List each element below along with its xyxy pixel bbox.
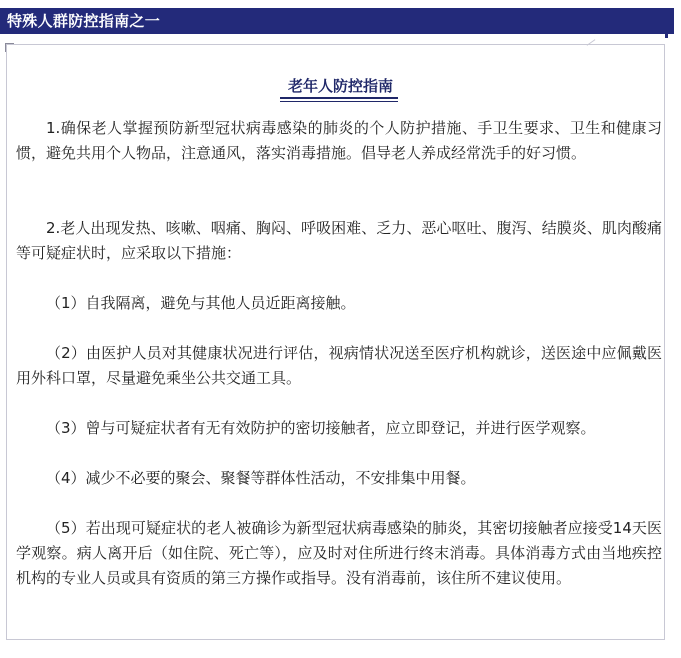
title-underline-thin (280, 101, 398, 102)
corner-decoration-left (5, 43, 14, 52)
paragraph-7: （5）若出现可疑症状的老人被确诊为新型冠状病毒感染的肺炎，其密切接触者应接受14天医学观察。病人离开后（如住院、死亡等），应及时对住所进行终末消毒。具体消毒方式由当地疾控机构的专业人员或具有资质的第三方操作或指导。没有消毒前，该住所不建议使用。 (16, 519, 662, 587)
paragraph-5: （3）曾与可疑症状者有无有效防护的密切接触者，应立即登记，并进行医学观察。 (46, 419, 596, 437)
title-underline (280, 97, 398, 99)
paragraph-6: （4）减少不必要的聚会、聚餐等群体性活动，不安排集中用餐。 (46, 469, 476, 487)
section-header-title: 特殊人群防控指南之一 (7, 12, 161, 30)
document-title: 老年人防控指南 (287, 77, 393, 95)
paragraph-1: 1.确保老人掌握预防新型冠状病毒感染的肺炎的个人防护措施、手卫生要求、卫生和健康习惯，避免共用个人物品，注意通风，落实消毒措施。倡导老人养成经常洗手的好习惯。 (16, 119, 662, 162)
paragraph-2: 2.老人出现发热、咳嗽、咽痛、胸闷、呼吸困难、乏力、恶心呕吐、腹泻、结膜炎、肌肉酸痛等可疑症状时，应采取以下措施： (16, 219, 662, 262)
header-notch (665, 33, 668, 38)
paragraph-4: （2）由医护人员对其健康状况进行评估，视病情状况送至医疗机构就诊，送医途中应佩戴医用外科口罩，尽量避免乘坐公共交通工具。 (16, 344, 662, 387)
paragraph-3: （1）自我隔离，避免与其他人员近距离接触。 (46, 294, 356, 312)
section-header-bar (0, 8, 674, 34)
